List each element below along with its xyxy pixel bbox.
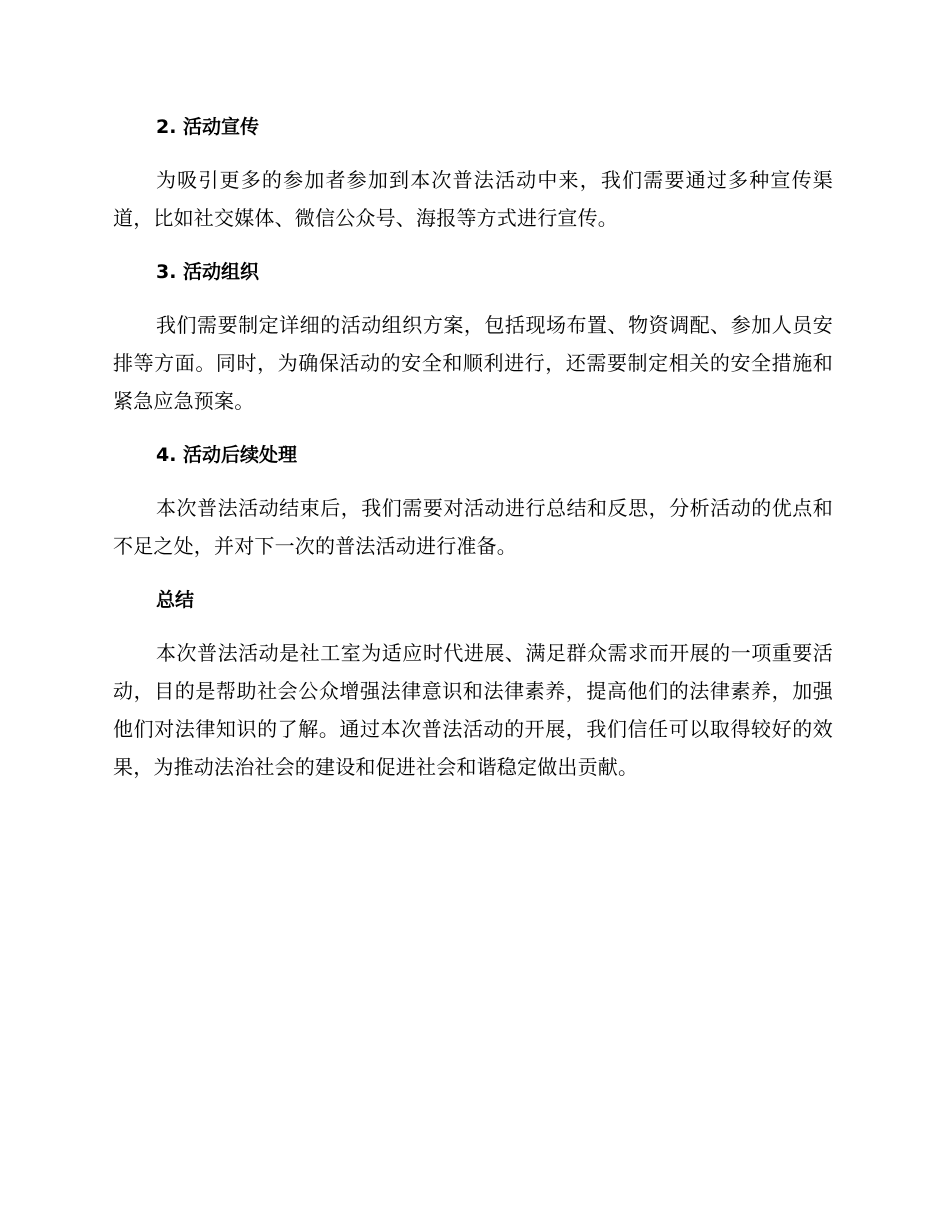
section-title-followup: 4. 活动后续处理 <box>156 444 298 466</box>
section-title-promotion: 2. 活动宣传 <box>156 116 260 138</box>
section-title-summary: 总结 <box>156 589 195 611</box>
section-title-organization: 3. 活动组织 <box>156 261 260 283</box>
document-body <box>113 108 833 802</box>
section-paragraph-promotion: 为吸引更多的参加者参加到本次普法活动中来，我们需要通过多种宣传渠道，比如社交媒体、微信公众号、海报等方式进行宣传。 <box>113 168 833 230</box>
section-paragraph-followup: 本次普法活动结束后，我们需要对活动进行总结和反思，分析活动的优点和不足之处，并对下一次的普法活动进行准备。 <box>113 496 833 558</box>
section-paragraph-summary: 本次普法活动是社工室为适应时代进展、满足群众需求而开展的一项重要活动，目的是帮助社会公众增强法律意识和法律素养，提高他们的法律素养，加强他们对法律知识的了解。通过本次普法活动的开展，我们信任可以取得较好的效果，为推动法治社会的建设和促进社会和谐稳定做出贡献。 <box>113 641 833 779</box>
section-paragraph-organization: 我们需要制定详细的活动组织方案，包括现场布置、物资调配、参加人员安排等方面。同时，为确保活动的安全和顺利进行，还需要制定相关的安全措施和紧急应急预案。 <box>113 313 833 413</box>
